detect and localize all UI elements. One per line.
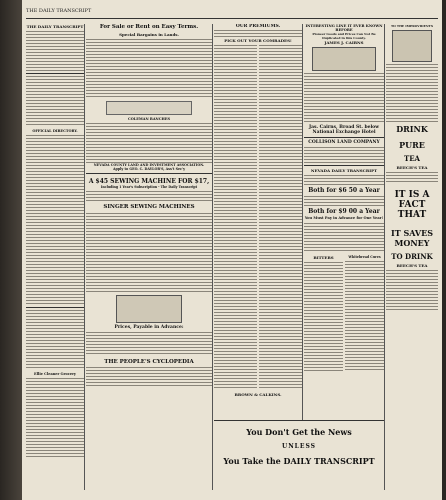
- singer-heading: SINGER SEWING MACHINES: [103, 204, 195, 210]
- advance-notice: You Must Pay in Advance for One Year!: [304, 216, 384, 220]
- prices-heading: Prices, Payable in Advance:: [114, 325, 184, 330]
- association-notice: NEVADA COUNTY LAND AND INVESTMENT ASSOCIATION.: [93, 163, 205, 167]
- news-banner: [214, 420, 384, 491]
- right-edge: [442, 0, 446, 500]
- ranch-text: [86, 123, 212, 163]
- binding-edge: [0, 0, 22, 500]
- offer-one-text: [304, 196, 384, 208]
- cyclopedia-heading: THE PEOPLE'S CYCLOPEDIA: [104, 359, 194, 365]
- bitters-ad: BITTERS: [313, 255, 334, 260]
- machine-intro: [86, 191, 212, 201]
- prices-text: [86, 332, 212, 356]
- masthead: [26, 4, 438, 19]
- drink-tea-ad: TO DRINK: [391, 252, 433, 261]
- portrait-illustration: [392, 30, 432, 62]
- banner-line-3: You Take the DAILY TRANSCRIPT: [223, 456, 375, 466]
- beeches-tea-ad-2: BEECH'S TEA: [396, 263, 428, 268]
- bargains-heading: Special Bargains in Lands.: [119, 32, 179, 37]
- brown-calkins: BROWN & CALKINS.: [234, 392, 282, 397]
- cairns-hotel: Jas. Cairns, Broad St. below National Exchange Hotel: [308, 125, 380, 135]
- fact-ad: IT IS A FACT THAT: [394, 190, 430, 220]
- boot-illustration: [106, 101, 192, 115]
- land-company: COLLISON LAND COMPANY: [308, 140, 380, 145]
- transcript-text: [304, 175, 384, 187]
- pure-ad: PURE: [399, 140, 425, 150]
- col1-title: THE DAILY TRANSCRIPT: [26, 24, 84, 29]
- col5-text: [386, 64, 438, 124]
- saves-ad: IT SAVES MONEY: [391, 228, 433, 248]
- col5-bottom-text: [386, 270, 438, 310]
- col1-text-lower: [26, 310, 84, 370]
- cairns-text: [304, 73, 384, 123]
- column-2: [86, 24, 213, 490]
- banner-line-1: You Don't Get the News: [246, 427, 352, 437]
- sewing-machine-sub: Including 1 Year's Subscription - The Daily Transcript: [100, 185, 198, 189]
- beeches-tea-ad: BEECH'S TEA: [396, 165, 428, 170]
- col1-table: [26, 76, 84, 126]
- whitebread-ad: Whitebread Cures: [348, 255, 381, 259]
- whitebread-text: [345, 261, 384, 371]
- cairns-heading: INTERESTING LINE IT EVER KNOWN BEFORE: [305, 24, 383, 32]
- singer-text: [86, 213, 212, 293]
- col1-text-bottom: [26, 378, 84, 458]
- sale-heading: For Sale or Rent on Easy Terms.: [99, 24, 199, 30]
- column-1: [26, 24, 85, 490]
- col1-directory: [26, 135, 84, 305]
- premium-subheading: PICK OUT YOUR COMRADES!: [224, 38, 292, 43]
- transcript-heading: NEVADA DAILY TRANSCRIPT: [310, 168, 378, 173]
- apply-notice: Apply to GEO. C. DAYLOR'S, Ass't Sec'y: [113, 167, 185, 171]
- banner-line-2: UNLESS: [281, 443, 317, 450]
- offer-two: Both for $9 00 a Year: [308, 208, 380, 215]
- col1-official: OFFICIAL DIRECTORY.: [32, 129, 78, 133]
- offer-one: Both for $6 50 a Year: [308, 187, 380, 194]
- premium-heading: OUR PREMIUMS.: [235, 24, 281, 29]
- drink-ad: DRINK: [396, 124, 428, 134]
- col1-bottom-ad: Ellie Cleaner Grocery: [34, 372, 76, 376]
- land-text: [304, 147, 384, 163]
- premium-list-right: [259, 45, 302, 390]
- col4-notice-text: [304, 223, 384, 253]
- store-illustration: [312, 47, 376, 71]
- premium-intro: [214, 30, 302, 38]
- col1-text-block: [26, 31, 84, 71]
- premium-list-left: [214, 45, 257, 390]
- tea-ad: TEA: [404, 154, 420, 163]
- cyclopedia-text: [86, 367, 212, 387]
- col5-heading: TO THE IMPROVIDENTS: [390, 24, 434, 28]
- ranch-heading: COLEMAN RANCHES: [127, 117, 171, 121]
- cairns-subheading: Pioneer Goods and Prices Can Not Be Duplicated in this County.: [312, 32, 376, 40]
- bitters-text: [304, 262, 343, 372]
- sale-text: [86, 39, 212, 99]
- column-5: [386, 24, 438, 490]
- masthead-left: THE DAILY TRANSCRIPT: [26, 8, 92, 14]
- tea-text: [386, 172, 438, 184]
- newspaper-page: [22, 0, 442, 500]
- cairns-name: JAMES J. CAIRNS: [324, 40, 364, 45]
- sewing-machine-heading: A $45 SEWING MACHINE FOR $17,: [88, 178, 210, 185]
- sewing-machine-illustration: [116, 295, 182, 323]
